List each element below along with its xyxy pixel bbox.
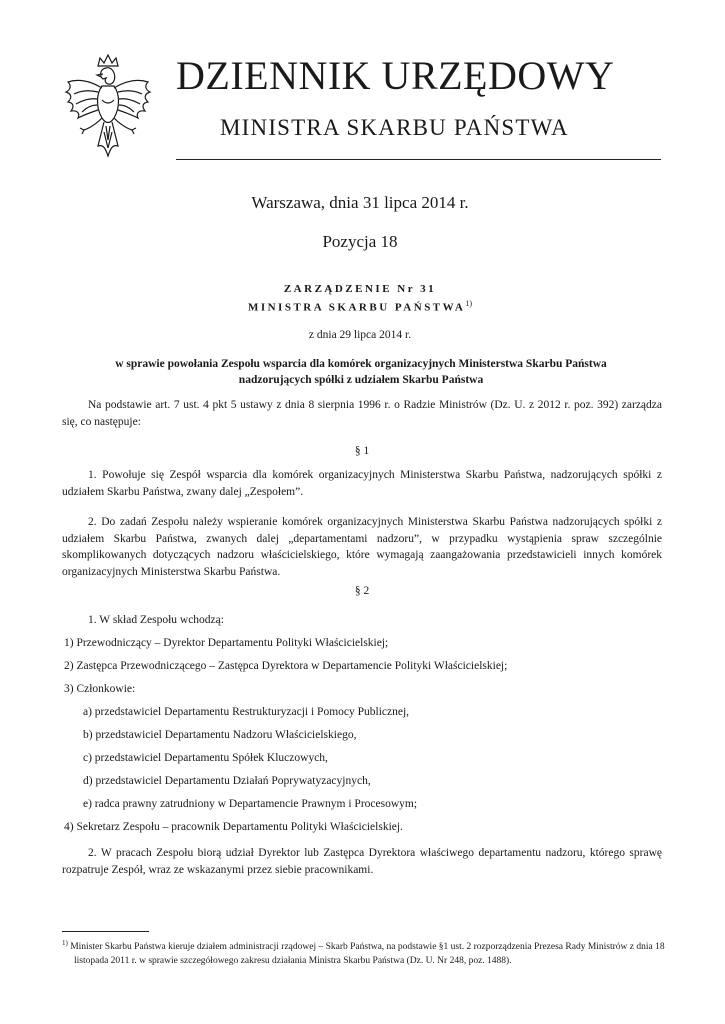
section-1-mark: § 1 [354, 445, 370, 457]
white-eagle-emblem-icon [62, 52, 154, 160]
list-item: 4) Sekretarz Zespołu – pracownik Departamentu Polityki Właścicielskiej. [64, 821, 403, 833]
sub-list-item: a) przedstawiciel Departamentu Restrukturyzacji i Pomocy Publicznej, [83, 706, 410, 718]
list-item: 2) Zastępca Przewodniczącego – Zastępca Dyrektora w Departamencie Polityki Właścicielskiej; [64, 660, 508, 672]
section-2-intro: 1. W skład Zespołu wchodzą: [88, 614, 224, 626]
section-2-mark: § 2 [354, 585, 370, 597]
preamble: Na podstawie art. 7 ust. 4 pkt 5 ustawy z dnia 8 sierpnia 1996 r. o Radzie Ministrów (Dz. U. z 2012 r. poz. 392) zarządza się, co następuje: [62, 399, 662, 428]
ordinance-date: z dnia 29 lipca 2014 r. [308, 329, 412, 341]
publication-date: Warszawa, dnia 31 lipca 2014 r. [251, 193, 469, 212]
footnote-reference: 1) [465, 299, 473, 308]
list-item: 1) Przewodniczący – Dyrektor Departamentu Polityki Właścicielskiej; [64, 637, 389, 649]
sub-list-item: e) radca prawny zatrudniony w Departamencie Prawnym i Procesowym; [83, 798, 418, 810]
header-divider [176, 159, 661, 160]
footnote-text: Minister Skarbu Państwa kieruje działem administracji rządowej – Skarb Państwa, na podstawie §1 ust. 2 rozporządzenia Prezesa Rady Ministrów z dnia 18 listopada 2011 r. w sprawie szczegółowego zakresu działania Ministra Skarbu Państwa (Dz. U. Nr 248, poz. 1488). [70, 942, 665, 966]
ordinance-issuer [120, 296, 600, 316]
journal-title: DZIENNIK URZĘDOWY [176, 53, 615, 98]
section-1-paragraph-2: 2. Do zadań Zespołu należy wspieranie komórek organizacyjnych Ministerstwa Skarbu Państwa nadzorujących spółki z udziałem Skarbu Państwa, zwanych dalej „departamentami nadzoru”, w przypadku wystąpienia spraw szczególnie skomplikowanych dotyczących nadzoru właścicielskiego, które wymagają zaangażowania przedstawicieli innych komórek organizacyjnych Ministerstwa Skarbu Państwa. [62, 516, 662, 578]
list-item: 3) Członkowie: [64, 683, 136, 695]
journal-subtitle: MINISTRA SKARBU PAŃSTWA [220, 115, 569, 140]
ordinance-subject [62, 356, 660, 388]
section-1-paragraph-1: 1. Powołuje się Zespół wsparcia dla komórek organizacyjnych Ministerstwa Skarbu Państwa, nadzorujących spółki z udziałem Skarbu Państwa, zwany dalej „Zespołem”. [62, 469, 662, 498]
sub-list-item: c) przedstawiciel Departamentu Spółek Kluczowych, [83, 752, 328, 764]
ordinance-title: ZARZĄDZENIE Nr 31 [283, 283, 437, 295]
footnote [62, 937, 666, 968]
sub-list-item: d) przedstawiciel Departamentu Działań Poprywatyzacyjnych, [83, 775, 371, 787]
position-number: Pozycja 18 [322, 232, 398, 251]
footnote-marker: 1) [62, 939, 68, 947]
section-2-paragraph-2: 2. W pracach Zespołu biorą udział Dyrektor lub Zastępca Dyrektora właściwego departamentu nadzoru, którego sprawę rozpatruje Zespół, wraz ze wskazanymi przez siebie pracownikami. [62, 847, 662, 876]
footnote-divider [62, 931, 149, 932]
sub-list-item: b) przedstawiciel Departamentu Nadzoru Właścicielskiego, [83, 729, 357, 741]
subject-line: w sprawie powołania Zespołu wsparcia dla komórek organizacyjnych Ministerstwa Skarbu Państwa [115, 358, 607, 370]
subject-line: nadzorujących spółki z udziałem Skarbu Państwa [238, 374, 484, 386]
ordinance-issuer-text: MINISTRA SKARBU PAŃSTWA [247, 301, 466, 314]
